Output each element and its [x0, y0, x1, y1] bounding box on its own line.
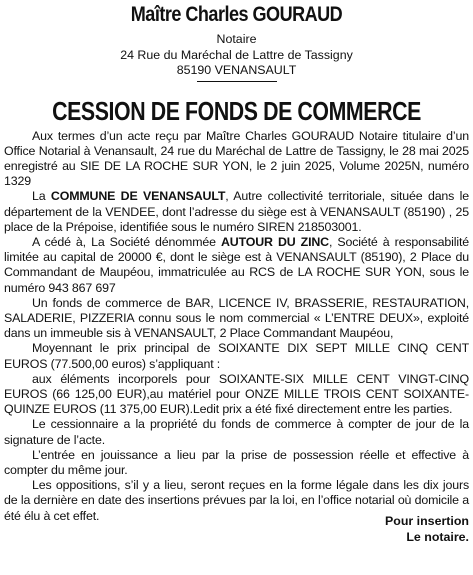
- notary-address: 24 Rue du Maréchal de Lattre de Tassigny: [120, 47, 353, 62]
- seller-details: , Autre collectivité territoriale, située dans le département de la VENDEE, dont l’adresse du siège est à VENANSAULT (85190) , 25 place de la Prépoise, identifiée sous le numéro SIREN 218503001.: [4, 189, 469, 234]
- signature-line-1: Pour insertion: [385, 514, 469, 528]
- buyer-details: , Société à responsabilité limitée au capital de 20000 €, dont le siège est à VENANSAULT (85190), 2 Place du Commandant de Maupéou, immatriculée au RCS de LA ROCHE SUR YON, sous le numéro 943 867 697: [4, 234, 469, 295]
- notary-city: 85190 VENANSAULT: [176, 63, 297, 77]
- notary-role: Notaire: [216, 32, 257, 46]
- paragraph-breakdown: aux éléments incorporels pour SOIXANTE-SIX MILLE CENT VINGT-CINQ EUROS (66 125,00 EUR),au matériel pour ONZE MILLE TROIS CENT SOIXANTE-QUINZE EUROS (11 375,00 EUR).Ledit prix a été fixé directement entre les parties.: [4, 371, 469, 417]
- seller-name: COMMUNE DE VENANSAULT: [50, 189, 226, 204]
- paragraph-buyer: [4, 235, 469, 296]
- paragraph-business: Un fonds de commerce de BAR, LICENCE IV, BRASSERIE, RESTAURATION, SALADERIE, PIZZERIA connu sous le nom commercial « L’ENTRE DEUX», exploité dans un immeuble sis à VENANSAULT, 2 Place Commandant Maupéou,: [4, 295, 469, 341]
- legal-notice: [4, 0, 469, 524]
- signature-line-2: Le notaire.: [406, 529, 469, 544]
- paragraph-deed: Aux termes d’un acte reçu par Maître Charles GOURAUD Notaire titulaire d’un Office Notarial à Venansault, 24 rue du Maréchal de Lattre de Tassigny, le 28 mai 2025 enregistré au SIE DE LA ROCHE SUR YON, le 2 juin 2025, Volume 2025N, numéro 1329: [4, 128, 469, 189]
- notice-body: [4, 129, 469, 524]
- paragraph-price: Moyennant le prix principal de SOIXANTE DIX SEPT MILLE CINQ CENT EUROS (77.500,00 euros) s’appliquant :: [4, 341, 469, 371]
- paragraph-ownership: Le cessionnaire a la propriété du fonds de commerce à compter de jour de la signature de l’acte.: [4, 417, 469, 447]
- paragraph-oppositions: Les oppositions, s’il y a lieu, seront reçues en la forme légale dans les dix jours de la dernière en date des insertions prévues par la loi, en l’office notarial où domicile a été élu à cet effet.: [4, 478, 469, 523]
- buyer-prefix: A cédé à, La Société dénommée: [32, 234, 221, 249]
- seller-prefix: La: [32, 189, 51, 204]
- paragraph-seller: [4, 189, 469, 235]
- header-divider: [197, 81, 277, 82]
- buyer-name: AUTOUR DU ZINC: [220, 234, 329, 249]
- notice-title: CESSION DE FONDS DE COMMERCE: [52, 95, 421, 126]
- notary-name: Maître Charles GOURAUD: [130, 3, 343, 26]
- paragraph-possession: L’entrée en jouissance a lieu par la prise de possession réelle et effective à compter du même jour.: [4, 447, 469, 477]
- signature-block: [385, 514, 469, 545]
